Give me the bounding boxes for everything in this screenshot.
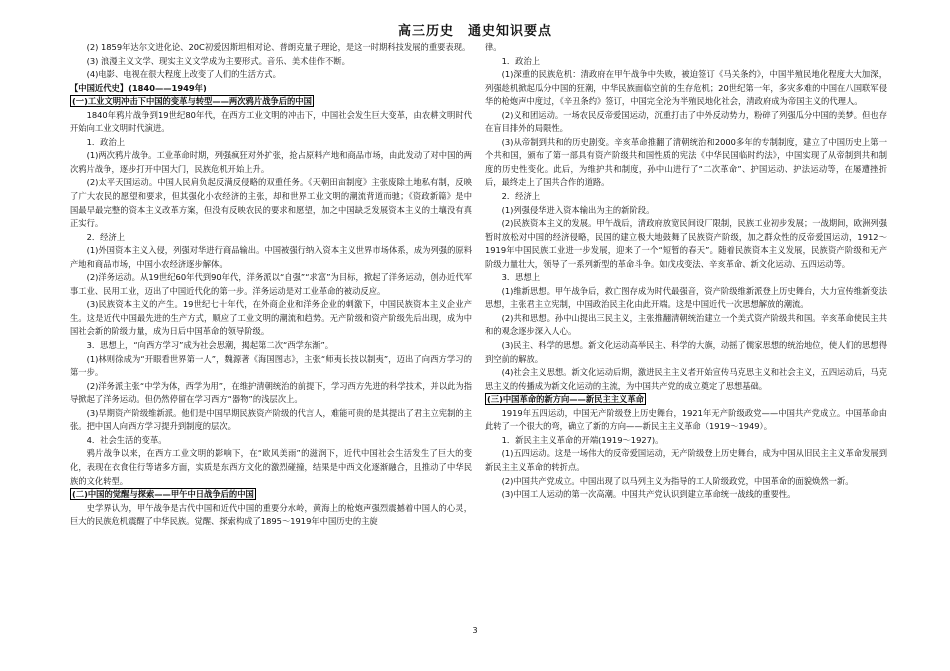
paragraph: 3．思想上，“向西方学习”成为社会思潮，揭起第二次“西学东渐”。 xyxy=(86,340,334,351)
paragraph: (1)维新思想。甲午战争后，救亡图存成为时代最强音，资产阶级维新派登上历史舞台，大力宣传维新变法思想，主张君主立宪制，中国政治民主化由此开端。这是中国近代一次思想解放的潮流。 xyxy=(485,285,887,310)
paragraph: (4)电影、电视在很大程度上改变了人们的生活方式。 xyxy=(86,69,281,80)
paragraph: 2．经济上 xyxy=(86,231,126,242)
paragraph: (1)林则徐成为“开眼看世界第一人”，魏源著《海国图志》，主张“师夷长技以制夷”，迈出了向西方学习的第一步。 xyxy=(70,353,472,378)
paragraph: (2)中国共产党成立。中国出现了以马列主义为指导的工人阶级政党，中国革命的面貌焕然一新。 xyxy=(501,475,854,486)
page-title: 高三历史 通史知识要点 xyxy=(397,24,552,39)
section-heading: 【中国近代史】(1840——1949年) xyxy=(70,82,207,93)
paragraph: (3)早期资产阶级维新派。他们是中国早期民族资产阶级的代言人，难能可贵的是其提出了君主立宪制的主张。把中国人向西方学习提升到制度的层次。 xyxy=(70,407,472,432)
right-column xyxy=(485,41,887,626)
paragraph: (2)太平天国运动。中国人民肩负起反满反侵略的双重任务。《天朝田亩制度》主张废除土地私有制，反映了广大农民的愿望和要求，但其强化小农经济的主张，却和世界工业文明的潮流背道而驰；《资政新篇》是中国最早最完整的资本主义改革方案，但没有反映农民的要求和愿望，加之中国缺乏发展资本主义的土壤没有真正实行。 xyxy=(70,177,472,229)
paragraph: (2)民族资本主义的发展。甲午战后，清政府放宽民间设厂限制，民族工业初步发展；一战期间，欧洲列强暂时放松对中国的经济侵略，民国的建立极大地鼓舞了民族资产阶级，加之群众性的反帝爱国运动，1912～1919年中国民族工业进一步发展，迎来了一个“短暂的春天”。随着民族资本主义发展，民族资产阶级和无产阶级力量壮大，领导了一系列新型的革命斗争。如戊戌变法、辛亥革命、新文化运动、五四运动等。 xyxy=(485,218,887,269)
paragraph: 1919年五四运动，中国无产阶级登上历史舞台，1921年无产阶级政党——中国共产党成立。中国革命由此转了一个很大的弯，确立了新的方向——新民主主义革命（1919～1949）。 xyxy=(485,407,887,432)
paragraph: 2．经济上 xyxy=(501,191,541,202)
paragraph: 鸦片战争以来，在西方工业文明的影响下，在“欧风美雨”的滋润下，近代中国社会生活发生了巨大的变化，表现在衣食住行等诸多方面，实质是东西方文化的激烈碰撞，结果是中西文化逐渐融合，且推动了中华民族的文化转型。 xyxy=(70,448,472,486)
paragraph: 1840年鸦片战争到19世纪80年代，在西方工业文明的冲击下，中国社会发生巨大变革，由农耕文明时代开始向工业文明时代演进。 xyxy=(70,109,472,134)
paragraph: (2)洋务派主张“中学为体，西学为用”，在维护清朝统治的前提下，学习西方先进的科学技术，并以此为指导掀起了洋务运动。但仍然停留在学习西方“器物”的浅层次上。 xyxy=(70,380,472,405)
subsection-heading-text: (三)中国革命的新方向——新民主主义革命 xyxy=(487,394,644,405)
subsection-heading xyxy=(70,488,472,502)
paragraph: (1)外国资本主义入侵，列强对华进行商品输出。中国被强行纳入资本主义世界市场体系，成为列强的原料产地和商品市场，中国小农经济逐步解体。 xyxy=(70,245,472,269)
paragraph: (1)五四运动。这是一场伟大的反帝爱国运动，无产阶级登上历史舞台，成为中国从旧民主主义革命发展到新民主主义革命的转折点。 xyxy=(485,448,887,472)
paragraph: (2)义和团运动。一场农民反帝爱国运动，沉重打击了中外反动势力，粉碎了列强瓜分中国的美梦。但也存在盲目排外的局限性。 xyxy=(485,109,887,134)
paragraph: (4)社会主义思想。新文化运动后期，激进民主主义者开始宣传马克思主义和社会主义，五四运动后，马克思主义的传播成为新文化运动的主流，为中国共产党的成立奠定了思想基础。 xyxy=(485,367,887,391)
paragraph: (3)民族资本主义的产生。19世纪七十年代，在外商企业和洋务企业的刺激下，中国民族资本主义企业产生。这是近代中国最先进的生产方式，顺应了工业文明的潮流和趋势。无产阶级和资产阶级先后出现，成为中国社会新的阶级力量，成为日后中国革命的领导阶级。 xyxy=(70,299,472,337)
subsection-heading xyxy=(485,393,887,407)
paragraph: 史学界认为，甲午战争是古代中国和近代中国的重要分水岭，黄海上的枪炮声强烈震撼着中国人的心灵，巨大的民族危机震醒了中华民族。觉醒、探索构成了1895～1919年中国历史的主旋 xyxy=(70,502,472,527)
paragraph: (3)民主、科学的思想。新文化运动高举民主、科学的大旗，动摇了儒家思想的统治地位，使人们的思想得到空前的解放。 xyxy=(485,340,887,364)
paragraph: (1)深重的民族危机：清政府在甲午战争中失败，被迫签订《马关条约》，中国半殖民地化程度大大加深，列强趁机掀起瓜分中国的狂潮，中华民族面临空前的生存危机；20世纪第一年，多灾多难的中国在八国联军侵华的枪炮声中度过，《辛丑条约》签订，中国完全沦为半殖民地化社会，清政府成为帝国主义的代理人。 xyxy=(485,69,887,107)
paragraph: (3) 浪漫主义文学、现实主义文学成为主要形式。音乐、美术佳作不断。 xyxy=(86,55,350,66)
paragraph: 律。 xyxy=(485,42,502,52)
paragraph: (2)共和思想。孙中山提出三民主义，主张推翻清朝统治建立一个美式资产阶级共和国。辛亥革命使民主共和的观念逐步深入人心。 xyxy=(485,312,887,337)
subsection-heading-text: (二)中国的觉醒与探索——甲午中日战争后的中国 xyxy=(72,489,254,500)
paragraph: 1．新民主主义革命的开端(1919～1927)。 xyxy=(501,434,664,445)
left-column xyxy=(70,41,472,626)
subsection-heading xyxy=(70,95,472,109)
paragraph: (3)从帝制到共和的历史剧变。辛亥革命推翻了清朝统治和2000多年的专制制度，建立了中国历史上第一个共和国，颁布了第一部具有资产阶级共和国性质的宪法《中华民国临时约法》，中国实现了从帝制到共和制度的历史性变化。此后，为维护共和制度，孙中山进行了“二次革命”、护国运动、护法运动等，在屡遭挫折后，最终走上了国共合作的道路。 xyxy=(485,136,887,188)
paragraph: (2)洋务运动。从19世纪60年代到90年代，洋务派以“自强”“求富”为目标，掀起了洋务运动，创办近代军事工业、民用工业，迈出了中国近代化的第一步。洋务运动是对工业革命的被动反应。 xyxy=(70,272,472,296)
page-number: 3 xyxy=(472,626,478,635)
paragraph: (2) 1859年达尔文进化论、20C初爱因斯坦相对论、普朗克量子理论，是这一时期科技发展的重要表现。 xyxy=(86,42,471,52)
paragraph: 4．社会生活的变革。 xyxy=(86,434,167,445)
paragraph: 3．思想上 xyxy=(501,272,541,283)
paragraph: (1)列强侵华进入资本输出为主的新阶段。 xyxy=(501,204,655,215)
paragraph: (3)中国工人运动的第一次高潮。中国共产党认识到建立革命统一战线的重要性。 xyxy=(501,489,796,500)
paragraph: 1．政治上 xyxy=(501,55,541,66)
subsection-heading-text: (一)工业文明冲击下中国的变革与转型——两次鸦片战争后的中国 xyxy=(72,96,312,107)
paragraph: 1．政治上 xyxy=(86,136,126,147)
paragraph: (1)两次鸦片战争。工业革命时期，列强疯狂对外扩张，抢占原料产地和商品市场，由此发动了对中国的两次鸦片战争，逐步打开中国大门，民族危机开始上升。 xyxy=(70,150,472,174)
